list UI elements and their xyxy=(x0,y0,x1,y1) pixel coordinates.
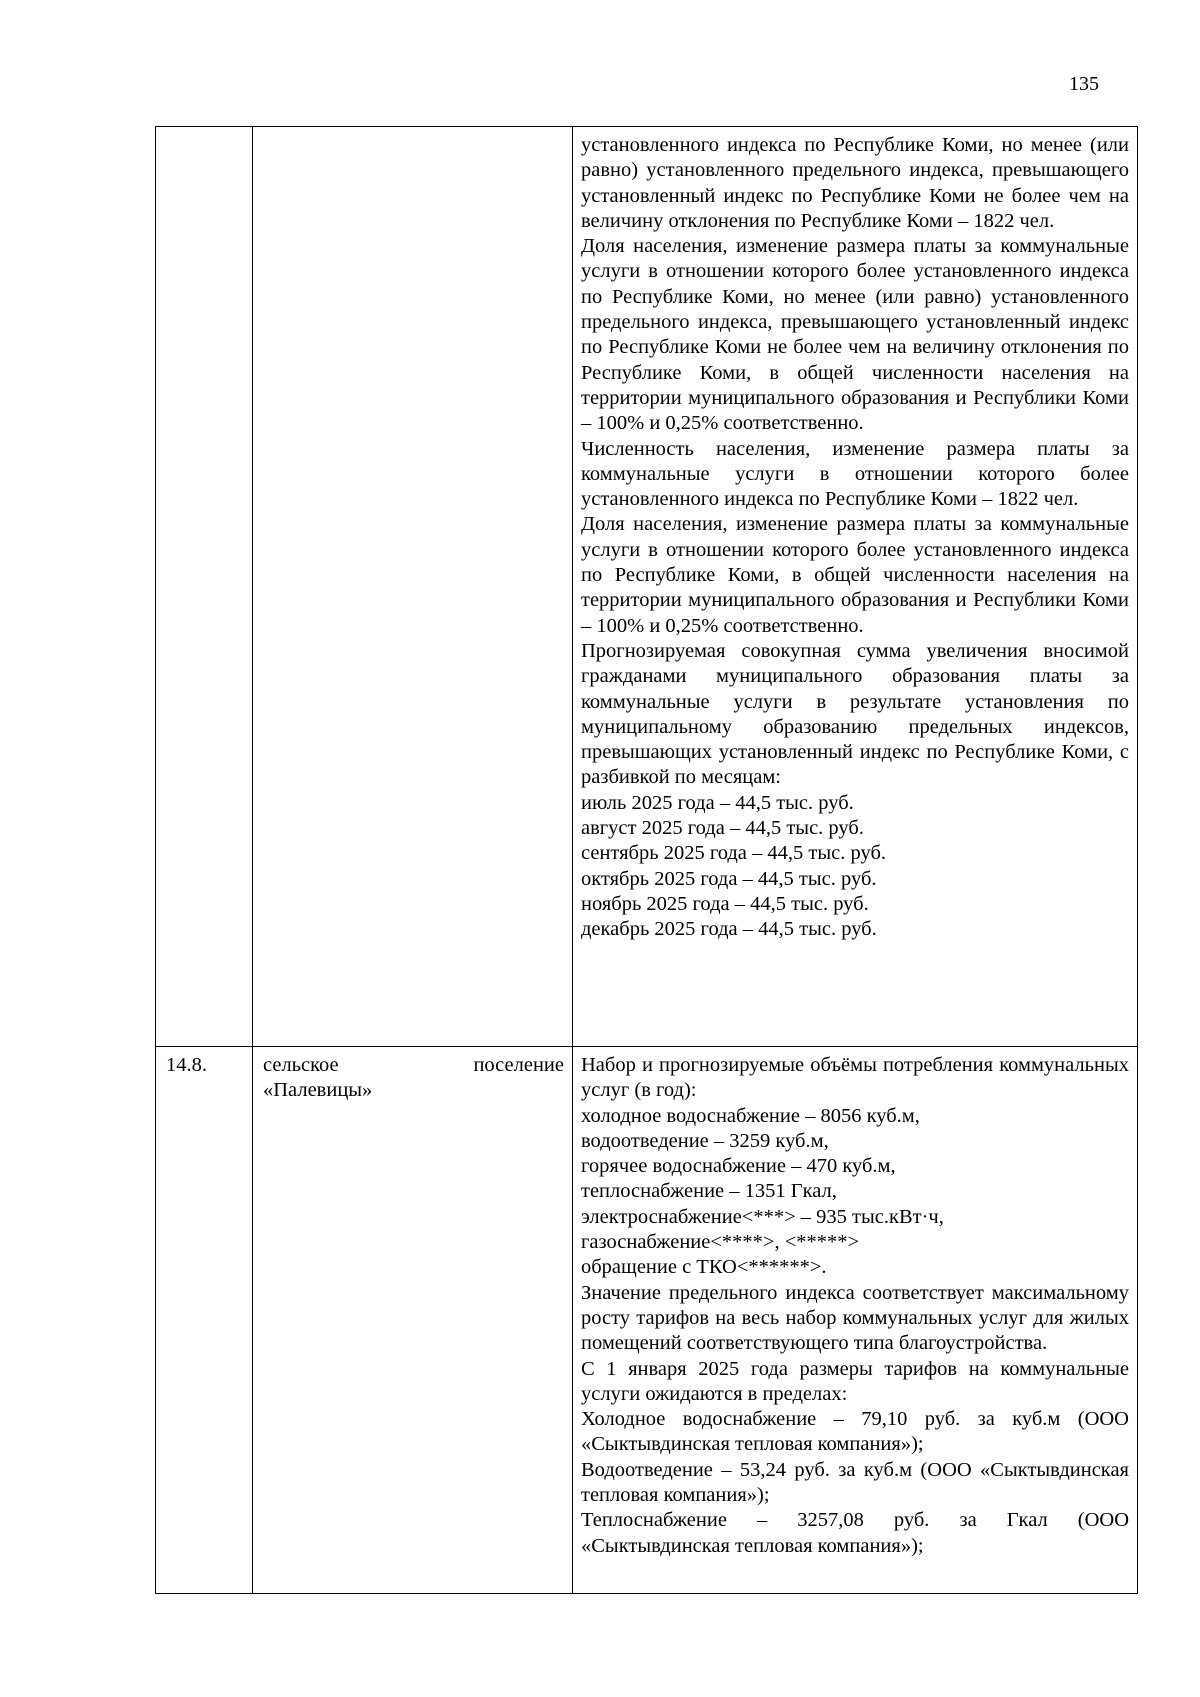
page-number: 135 xyxy=(1069,73,1099,95)
paragraph: Набор и прогнозируемые объёмы потребления коммунальных услуг (в год): xyxy=(581,1054,1129,1102)
consumption-line: электроснабжение<***> – 935 тыс.кВт·ч, xyxy=(581,1205,944,1228)
consumption-line: обращение с ТКО<******>. xyxy=(581,1256,827,1279)
paragraph: Доля населения, изменение размера платы за коммунальные услуги в отношении которого более установленного индекса по Республике Коми, в общей численности населения на территории муниципального образования и Республики Коми – 100% и 0,25% соответственно. xyxy=(581,513,1129,637)
paragraph: установленного индекса по Республике Коми, но менее (или равно) установленного предельного индекса, превышающего установленный индекс по Республике Коми не более чем на величину отклонения по Республике Коми – 1822 чел. xyxy=(581,134,1129,232)
monthly-line: сентябрь 2025 года – 44,5 тыс. руб. xyxy=(581,842,886,865)
paragraph: Доля населения, изменение размера платы за коммунальные услуги в отношении которого более установленного индекса по Республике Коми, но менее (или равно) установленного предельного индекса, превышающего установленный индекс по Республике Коми не более чем на величину отклонения по Республике Коми, в общей численности населения на территории муниципального образования и Республики Коми – 100% и 0,25% соответственно. xyxy=(581,235,1129,435)
municipality-name-line1: сельское поселение xyxy=(263,1054,564,1076)
paragraph: Теплоснабжение – 3257,08 руб. за Гкал (ООО «Сыктывдинская тепловая компания»); xyxy=(581,1509,1129,1557)
tariff-table xyxy=(155,126,1138,1594)
monthly-line: июль 2025 года – 44,5 тыс. руб. xyxy=(581,791,854,814)
paragraph: Водоотведение – 53,24 руб. за куб.м (ООО «Сыктывдинская тепловая компания»); xyxy=(581,1458,1129,1507)
consumption-line: водоотведение – 3259 куб.м, xyxy=(581,1129,829,1152)
table-row xyxy=(156,127,1138,1047)
monthly-line: август 2025 года – 44,5 тыс. руб. xyxy=(581,817,864,840)
municipality-name-line2: «Палевицы» xyxy=(263,1079,373,1102)
row-number: 14.8. xyxy=(166,1054,207,1076)
paragraph: Холодное водоснабжение – 79,10 руб. за куб.м (ООО «Сыктывдинская тепловая компания»); xyxy=(581,1408,1129,1456)
consumption-line: горячее водоснабжение – 470 куб.м, xyxy=(581,1155,896,1178)
monthly-line: октябрь 2025 года – 44,5 тыс. руб. xyxy=(581,867,877,890)
paragraph: Прогнозируемая совокупная сумма увеличения вносимой гражданами муниципального образования платы за коммунальные услуги в результате установления по муниципальному образованию предельных индексов, превышающих установленный индекс по Республике Коми, с разбивкой по месяцам: xyxy=(581,639,1129,789)
paragraph: Значение предельного индекса соответствует максимальному росту тарифов на весь набор коммунальных услуг для жилых помещений соответствующего типа благоустройства. xyxy=(581,1281,1129,1355)
monthly-line: ноябрь 2025 года – 44,5 тыс. руб. xyxy=(581,892,869,915)
municipality-cell xyxy=(253,1047,573,1594)
municipality-cell xyxy=(253,127,573,1047)
table-row xyxy=(156,1047,1138,1594)
consumption-line: газоснабжение<****>, <*****> xyxy=(581,1231,860,1254)
row-number-cell xyxy=(156,127,253,1047)
paragraph: Численность населения, изменение размера платы за коммунальные услуги в отношении которого более установленного индекса по Республике Коми – 1822 чел. xyxy=(581,437,1129,511)
description-cell xyxy=(573,127,1138,1047)
consumption-line: холодное водоснабжение – 8056 куб.м, xyxy=(581,1104,920,1127)
row-number-cell xyxy=(156,1047,253,1594)
description-cell xyxy=(573,1047,1138,1594)
paragraph: С 1 января 2025 года размеры тарифов на коммунальные услуги ожидаются в пределах: xyxy=(581,1357,1129,1405)
monthly-line: декабрь 2025 года – 44,5 тыс. руб. xyxy=(581,918,877,941)
consumption-line: теплоснабжение – 1351 Гкал, xyxy=(581,1180,837,1203)
